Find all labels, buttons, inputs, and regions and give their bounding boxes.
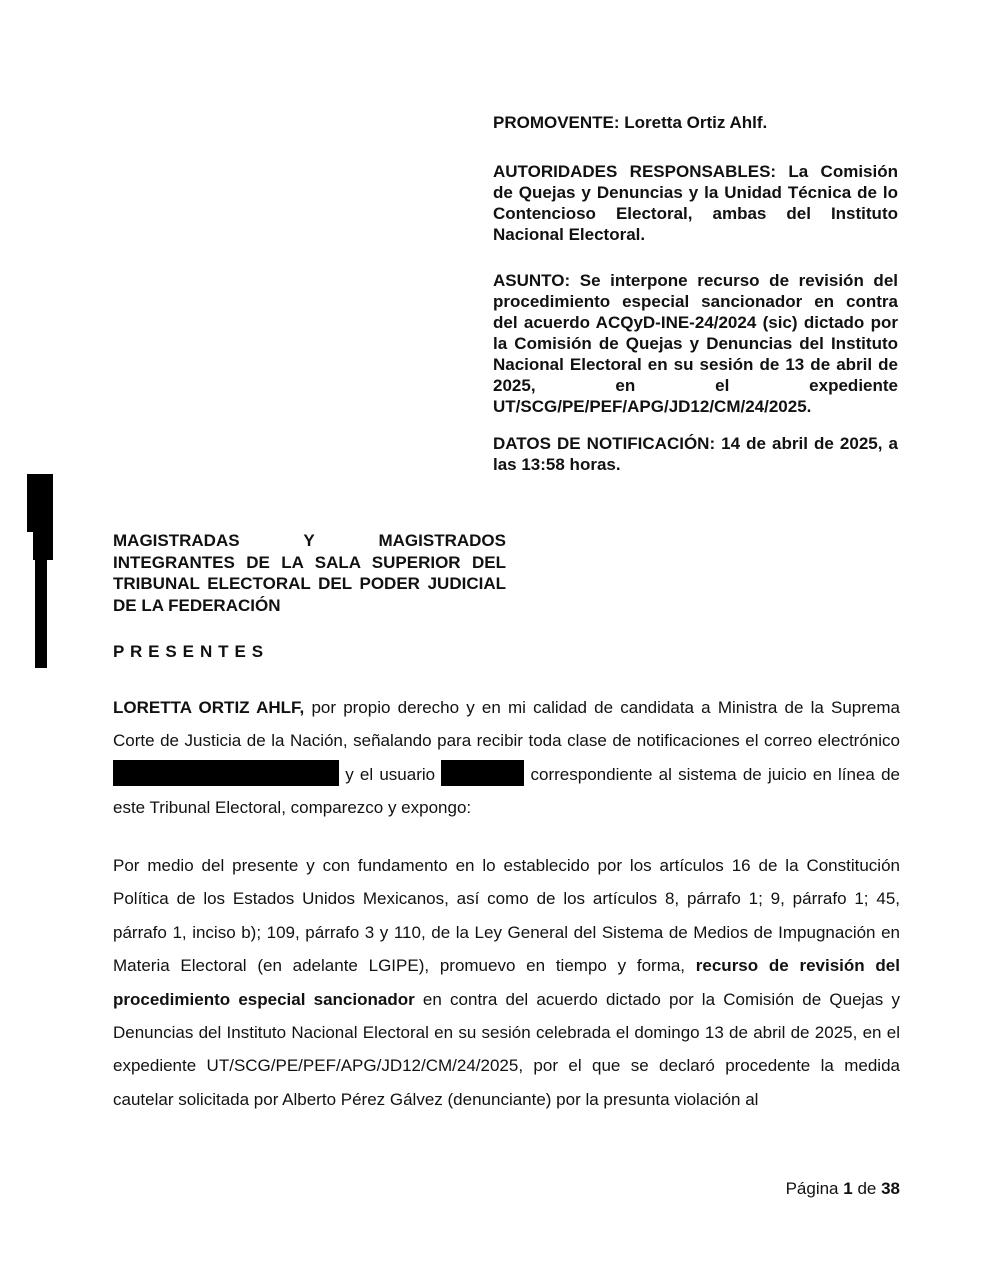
datos-notificacion-paragraph: DATOS DE NOTIFICACIÓN: 14 de abril de 2025, a las 13:58 horas. <box>493 434 898 474</box>
opening-paragraph <box>113 691 900 825</box>
scan-binding-mark <box>33 531 53 560</box>
footer-separator: de <box>852 1179 882 1198</box>
redacted-username-block <box>441 760 524 786</box>
redacted-email-block <box>113 760 339 786</box>
asunto-paragraph: ASUNTO: Se interpone recurso de revisión del procedimiento especial sancionador en contra del acuerdo ACQyD-INE-24/2024 (sic) dictado por la Comisión de Quejas y Denuncias del Instituto Nacional Electoral en su sesión de 13 de abril de 2025, en el expediente UT/SCG/PE/PEF/APG/JD12/CM/24/2025. <box>493 271 898 416</box>
autoridades-paragraph: AUTORIDADES RESPONSABLES: La Comisión de Quejas y Denuncias y la Unidad Técnica de lo Contencioso Electoral, ambas del Instituto Nacional Electoral. <box>493 162 898 244</box>
opening-text-1: por propio derecho y en mi calidad de candidata a Ministra de la Suprema Corte de Justicia de la Nación, señalando para recibir toda clase de notificaciones el correo electrónico <box>113 698 900 751</box>
total-pages: 38 <box>881 1179 900 1198</box>
promovente-name-bold: LORETTA ORTIZ AHLF, <box>113 698 305 717</box>
legal-grounds-paragraph <box>113 849 900 1116</box>
scan-binding-mark <box>27 474 53 532</box>
promovente-paragraph: PROMOVENTE: Loretta Ortiz Ahlf. <box>493 113 768 132</box>
recurso-bold-phrase: recurso de revisión del procedimiento especial sancionador <box>113 956 900 1009</box>
scan-binding-mark <box>35 560 47 668</box>
footer-prefix: Página <box>785 1179 844 1198</box>
grounds-text-1: Por medio del presente y con fundamento en lo establecido por los artículos 16 de la Constitución Política de los Estados Unidos Mexicanos, así como de los artículos 8, párrafo 1; 9, párrafo 1; 45, párrafo 1, inciso b); 109, párrafo 3 y 110, de la Ley General del Sistema de Medios de Impugnación en Materia Electoral (en adelante LGIPE), promuevo en tiempo y forma, <box>113 856 900 976</box>
page-footer <box>113 1178 900 1199</box>
caption-block <box>493 112 898 475</box>
addressee-title: MAGISTRADAS Y MAGISTRADOS INTEGRANTES DE LA SALA SUPERIOR DEL TRIBUNAL ELECTORAL DEL PODER JUDICIAL DE LA FEDERACIÓN <box>113 531 506 615</box>
page-number: 1 <box>843 1179 853 1198</box>
opening-text-3: correspondiente al sistema de juicio en línea de este Tribunal Electoral, comparezco y expongo: <box>113 764 900 818</box>
presentes-line: P R E S E N T E S <box>113 642 264 661</box>
grounds-text-2: en contra del acuerdo dictado por la Comisión de Quejas y Denuncias del Instituto Nacional Electoral en su sesión celebrada el domingo 13 de abril de 2025, en el expediente UT/SCG/PE/PEF/APG/JD12/CM/24/2025, por el que se declaró procedente la medida cautelar solicitada por Alberto Pérez Gálvez (denunciante) por la presunta violación al <box>113 989 900 1109</box>
opening-text-2: y el usuario <box>339 764 442 784</box>
